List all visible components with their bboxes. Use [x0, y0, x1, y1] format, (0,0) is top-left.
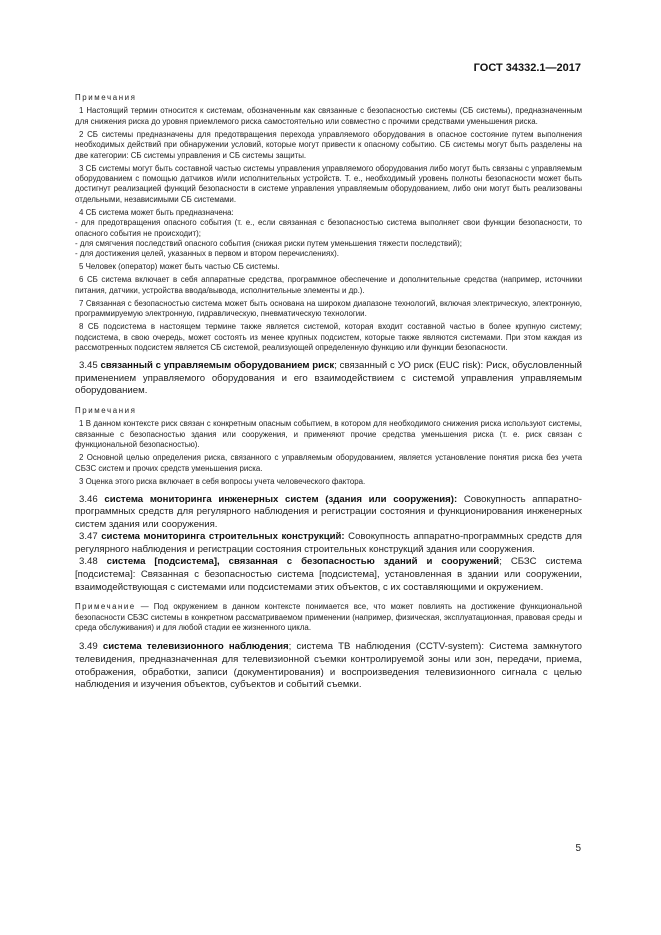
- note-item: 1 В данном контексте риск связан с конкретным опасным событием, в котором для необходимого снижения риска используют системы, связанные с безопасностью здания или сооружения, и применяют прочие средства уменьшения риска (т. е. риск связан с функциональной безопасностью).: [75, 419, 582, 450]
- term-name: система [подсистема], связанная с безопасностью зданий и сооружений: [106, 556, 500, 568]
- term-name: система мониторинга инженерных систем (здания или сооружения):: [104, 493, 458, 505]
- term-3-45: [75, 360, 582, 398]
- note-item: 1 Настоящий термин относится к системам, обозначенным как связанные с безопасностью системы (СБ системы), предназначенным для снижения риска до уровня приемлемого риска самостоятельно или совместно с прочими средствами уменьшения риска.: [75, 106, 582, 126]
- term-definition: ; связанный с УО риск (EUC risk): Риск, обусловленный применением управляемого оборудования и его взаимодействием с системой управления управляемым оборудованием.: [75, 360, 583, 397]
- note-list-item: - для смягчения последствий опасного события (снижая риски путем уменьшения тяжести последствий);: [75, 239, 462, 249]
- term-number: 3.49: [79, 641, 103, 653]
- term-3-48: [75, 556, 582, 594]
- term-name: система мониторинга строительных конструкций:: [101, 531, 345, 543]
- note-item: 4 СБ система может быть предназначена:: [79, 207, 234, 217]
- notes-title: Примечания: [75, 405, 137, 415]
- term-definition: ; система ТВ наблюдения (CCTV-system): Система замкнутого телевидения, предназначенная для телевизионной съемки контролируемой зоны или зон, передачи, приема, отображения, обработки, записи (документирования) и воспроизведения телевизионного сигнала с целью наблюдения и изучения объектов, субъектов и событий съемки.: [75, 641, 582, 691]
- term-name: система телевизионного наблюдения: [102, 641, 289, 653]
- standard-header: ГОСТ 34332.1—2017: [473, 62, 581, 74]
- term-definition: Совокупность аппаратно-программных средств для регулярного наблюдения и регистрации состояния и функционирования инженерных систем здания или сооружения.: [75, 493, 582, 530]
- note-item: 5 Человек (оператор) может быть частью СБ системы.: [79, 262, 280, 272]
- term-name: связанный с управляемым оборудованием риск: [100, 360, 335, 372]
- note-list-item: - для достижения целей, указанных в первом и втором перечислениях).: [75, 249, 339, 259]
- note-item: 3 Оценка этого риска включает в себя вопросы учета человеческого фактора.: [79, 476, 366, 486]
- notes-title: Примечания: [75, 93, 137, 102]
- notes-block-2: [75, 406, 582, 487]
- term-definition: ; СБЗС система [подсистема]: Связанная с безопасностью система [подсистема], установленная в здании или сооружении, взаимодействующая с системами или подсистемами этих объектов, с их составляющими и окружением.: [75, 556, 582, 593]
- note-label: Примечание: [75, 602, 136, 612]
- term-number: 3.45: [79, 360, 101, 372]
- note-item: 3 СБ системы могут быть составной частью системы управления управляемого оборудования либо могут быть связаны с управляемым оборудованием с помощью датчиков и/или исполнительных устройств. Т. е., необходимый уровень полноты безопасности может быть достигнут реализацией функций безопасности в системе управления управляемым оборудованием, либо они могут быть реализованы отдельными, независимыми СБ системами.: [75, 163, 582, 204]
- page-content: [75, 93, 582, 692]
- note-item: 2 СБ системы предназначены для предотвращения перехода управляемого оборудования в опасное состояние путем выполнения необходимых действий при обнаружении условий, которые могут привести к опасному событию. СБ системы могут быть разделены на две категории: СБ системы управления и СБ системы защиты.: [75, 129, 582, 160]
- term-definition: Совокупность аппаратно-программных средств для регулярного наблюдения и регистрации состояния строительных конструкций здания или сооружения.: [75, 531, 582, 555]
- note-item: 6 СБ система включает в себя аппаратные средства, программное обеспечение и дополнительные средства (например, источники питания, датчики, устройства ввода/вывода, исполнительные элементы и др.).: [75, 275, 582, 295]
- term-number: 3.48: [79, 556, 107, 568]
- term-3-47: [75, 531, 582, 556]
- note-item: 7 Связанная с безопасностью система может быть основана на широком диапазоне технологий, включая электрическую, электронную, программируемую электронную, гидравлическую, пневматическую технологии.: [75, 298, 582, 319]
- page-number: 5: [575, 843, 581, 854]
- note-text: — Под окружением в данном контексте понимается все, что может повлиять на достижение функциональной безопасности СБЗС системы в конкретном рассматриваемом применении (например, физическая, эксплуатационная, правовая среды и среда обслуживания) и для любой стадии ее жизненного цикла.: [75, 602, 582, 633]
- note-list-item: - для предотвращения опасного события (т. е., если связанная с безопасностью система выполняет свои функции безопасности, то опасного события не происходит);: [75, 218, 582, 238]
- term-number: 3.46: [79, 493, 105, 505]
- note-3-48: [75, 602, 582, 633]
- notes-block-1: [75, 93, 582, 354]
- note-item: 8 СБ подсистема в настоящем термине также является системой, которая входит составной частью в более крупную систему; подсистема, в свою очередь, может состоять из менее крупных подсистем, которые также являются системами. При этом каждая из рассмотренных подсистем является СБ системой, реализующей определенную функцию или функции безопасности.: [75, 322, 582, 353]
- term-number: 3.47: [79, 531, 102, 543]
- term-3-46: [75, 494, 582, 532]
- note-item: 2 Основной целью определения риска, связанного с управляемым оборудованием, является установление понятия риска без учета СБЗС систем и прочих средств уменьшения риска.: [75, 453, 582, 473]
- term-3-49: [75, 641, 582, 691]
